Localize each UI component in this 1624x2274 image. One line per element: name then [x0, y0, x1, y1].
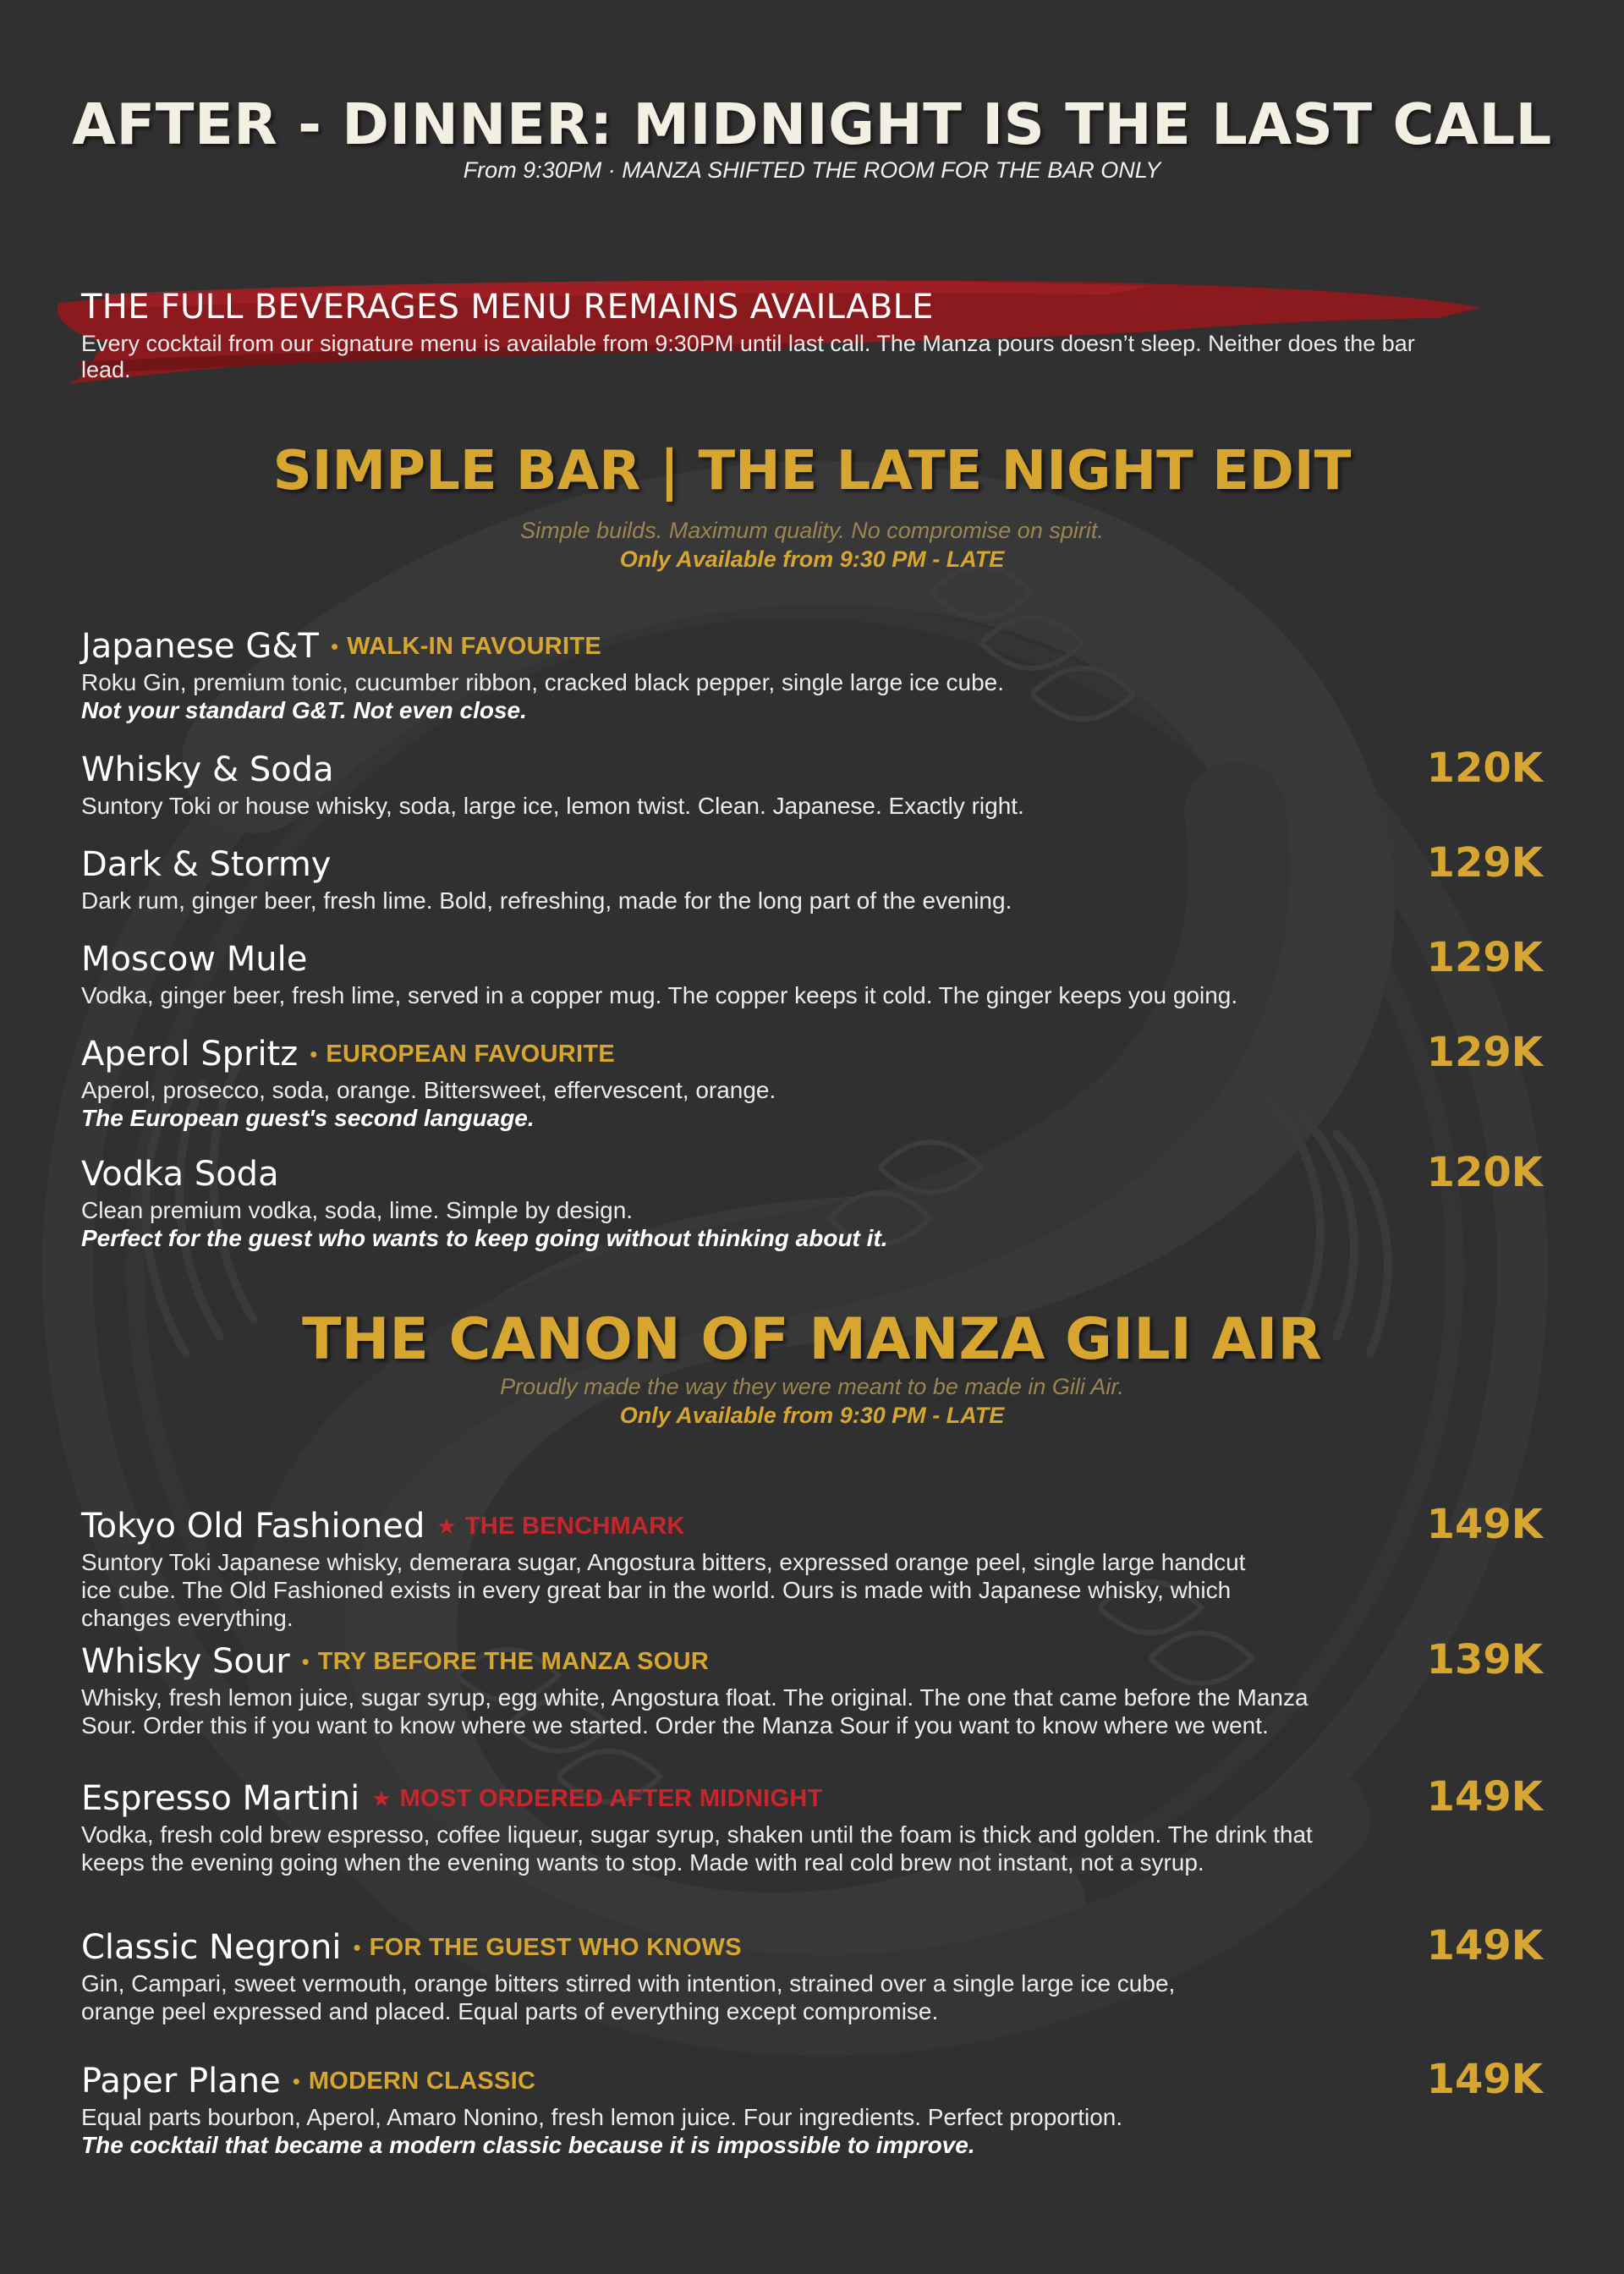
canon-subtitle: Proudly made the way they were meant to be made in Gili Air.	[500, 1374, 1124, 1399]
item-name: Japanese G&T	[81, 627, 319, 666]
menu-item	[81, 1504, 1248, 1632]
item-name: Moscow Mule	[81, 940, 308, 979]
item-price: 120K	[1426, 1149, 1543, 1196]
page-subtitle: From 9:30PM · MANZA SHIFTED THE ROOM FOR THE BAR ONLY	[463, 157, 1161, 183]
item-description: Roku Gin, premium tonic, cucumber ribbon, cracked black pepper, single large ice cube.	[81, 669, 1004, 695]
item-price: 129K	[1426, 934, 1543, 981]
item-note: Perfect for the guest who wants to keep going without thinking about it.	[81, 1225, 888, 1251]
item-price: 149K	[1426, 1922, 1543, 1969]
menu-item	[81, 1152, 1553, 1252]
item-description: Gin, Campari, sweet vermouth, orange bitters stirred with intention, strained over a single large ice cube, orange peel expressed and placed. Equal parts of everything except compromise.	[81, 1970, 1176, 2024]
menu-item	[81, 2059, 1553, 2159]
item-price: 129K	[1426, 1029, 1543, 1076]
item-name: Whisky & Soda	[81, 750, 334, 789]
item-name: Espresso Martini	[81, 1779, 360, 1818]
bullet-icon: •	[310, 1041, 318, 1067]
item-tag: WALK-IN FAVOURITE	[347, 633, 602, 660]
canon-title: THE CANON OF MANZA GILI AIR	[302, 1306, 1322, 1373]
item-note: The cocktail that became a modern classic because it is impossible to improve.	[81, 2132, 975, 2158]
menu-item	[81, 624, 1553, 724]
item-name: Paper Plane	[81, 2062, 281, 2101]
item-description: Aperol, prosecco, soda, orange. Bittersweet, effervescent, orange.	[81, 1077, 776, 1103]
star-icon: ★	[371, 1786, 392, 1811]
item-name: Dark & Stormy	[81, 845, 332, 884]
page-title: AFTER - DINNER: MIDNIGHT IS THE LAST CALL	[72, 91, 1552, 157]
item-price: 129K	[1426, 839, 1543, 887]
item-tag: MOST ORDERED AFTER MIDNIGHT	[399, 1785, 823, 1812]
simple-bar-title: SIMPLE BAR | THE LATE NIGHT EDIT	[272, 440, 1352, 503]
bullet-icon: •	[330, 634, 339, 659]
item-tag: MODERN CLASSIC	[308, 2068, 536, 2095]
canon-availability: Only Available from 9:30 PM - LATE	[619, 1403, 1005, 1428]
item-name: Classic Negroni	[81, 1928, 342, 1967]
item-price: 149K	[1426, 1773, 1543, 1821]
simple-bar-subtitle: Simple builds. Maximum quality. No compromise on spirit.	[520, 518, 1104, 543]
item-tag: FOR THE GUEST WHO KNOWS	[369, 1934, 742, 1961]
menu-item	[81, 748, 1553, 820]
menu-item	[81, 843, 1553, 915]
item-name: Aperol Spritz	[81, 1035, 299, 1074]
item-price: 120K	[1426, 744, 1543, 792]
item-tag: THE BENCHMARK	[464, 1513, 685, 1540]
item-description: Vodka, fresh cold brew espresso, coffee liqueur, sugar syrup, shaken until the foam is thick and golden. The drink that keeps the evening going when the evening wants to stop. Made with real cold brew not instant, not a syrup.	[81, 1821, 1313, 1876]
item-name: Whisky Sour	[81, 1642, 290, 1681]
bullet-icon: •	[292, 2068, 300, 2094]
menu-item	[81, 937, 1553, 1009]
item-note: Not your standard G&T. Not even close.	[81, 697, 527, 723]
item-description: Clean premium vodka, soda, lime. Simple by design.	[81, 1197, 634, 1223]
menu-item	[81, 1032, 1553, 1132]
item-description: Suntory Toki or house whisky, soda, large ice, lemon twist. Clean. Japanese. Exactly right.	[81, 793, 1024, 819]
notice-title: THE FULL BEVERAGES MENU REMAINS AVAILABLE	[81, 288, 934, 327]
item-name: Vodka Soda	[81, 1155, 279, 1194]
item-tag: TRY BEFORE THE MANZA SOUR	[317, 1648, 710, 1675]
item-price: 149K	[1426, 2056, 1543, 2103]
item-description: Suntory Toki Japanese whisky, demerara sugar, Angostura bitters, expressed orange peel, single large handcut ice cube. The Old Fashioned exists in every great bar in the world. Ours is made with Japanese whisky, which changes everything.	[81, 1549, 1246, 1631]
item-price: 139K	[1426, 1636, 1543, 1684]
bullet-icon: •	[301, 1649, 310, 1674]
menu-item	[81, 1777, 1333, 1876]
simple-bar-availability: Only Available from 9:30 PM - LATE	[619, 547, 1005, 572]
notice-text: Every cocktail from our signature menu is available from 9:30PM until last call. The Manza pours doesn’t sleep. Neither does the bar lead.	[81, 331, 1415, 382]
bullet-icon: •	[353, 1935, 361, 1960]
item-description: Whisky, fresh lemon juice, sugar syrup, egg white, Angostura float. The original. The one that came before the Manza Sour. Order this if you want to know where we started. Order the Manza Sour if you want to know where we went.	[81, 1684, 1309, 1738]
star-icon: ★	[436, 1513, 457, 1539]
item-description: Vodka, ginger beer, fresh lime, served in a copper mug. The copper keeps it cold. The ginger keeps you going.	[81, 982, 1238, 1008]
item-price: 149K	[1426, 1501, 1543, 1548]
item-name: Tokyo Old Fashioned	[81, 1507, 425, 1546]
item-description: Equal parts bourbon, Aperol, Amaro Nonino, fresh lemon juice. Four ingredients. Perfect proportion.	[81, 2104, 1123, 2130]
item-description: Dark rum, ginger beer, fresh lime. Bold, refreshing, made for the long part of the evening.	[81, 887, 1012, 914]
item-tag: EUROPEAN FAVOURITE	[326, 1041, 615, 1068]
item-note: The European guest's second language.	[81, 1105, 535, 1131]
menu-item	[81, 1925, 1232, 2025]
menu-item	[81, 1640, 1316, 1739]
